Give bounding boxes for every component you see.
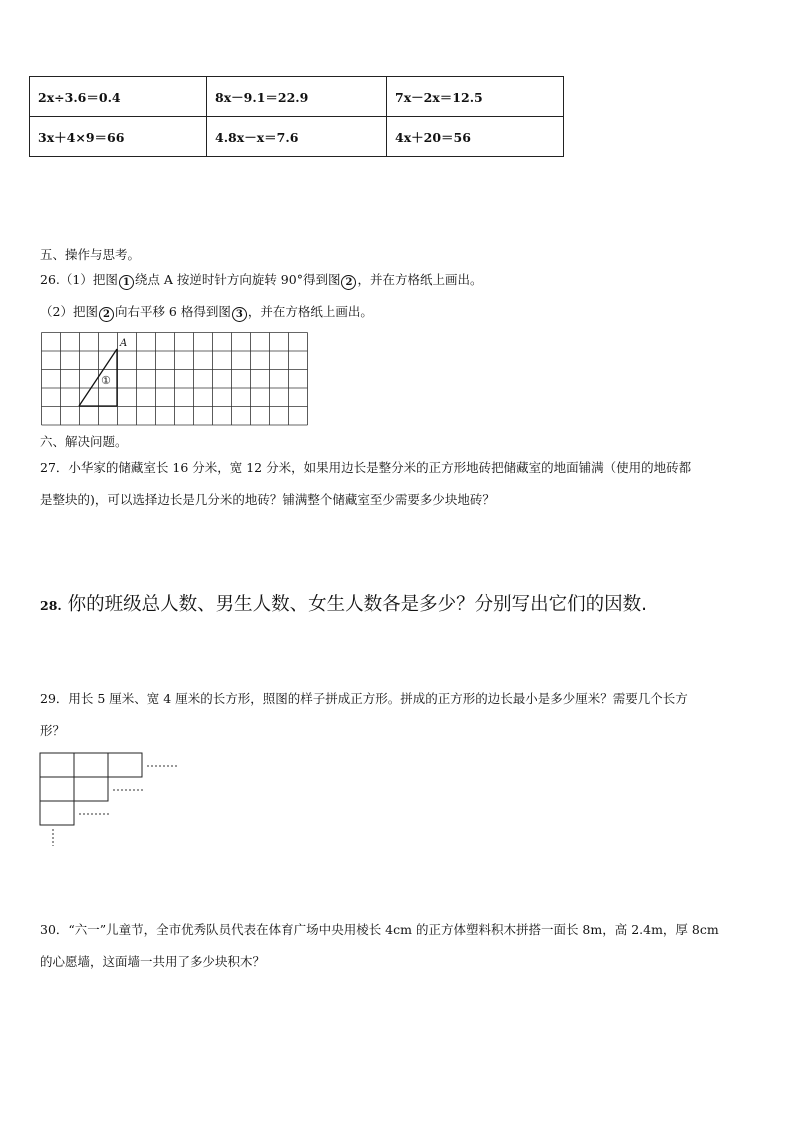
circled-number: 3 — [232, 307, 247, 322]
question-26-part1: 26.（1）把图 1 绕点 A 按逆时针方向旋转 90°得到图 2 ，并在方格纸上画出。 — [40, 272, 483, 288]
grid-paper — [41, 332, 307, 427]
equation-cell: 4.8x－x＝7.6 — [207, 117, 387, 157]
equation-cell: 3x＋4×9＝66 — [30, 117, 207, 157]
equation-table — [29, 76, 564, 157]
question-27-line1: 27．小华家的储藏室长 16 分米，宽 12 分米，如果用边长是整分米的正方形地砖把储藏室的地面铺满（使用的地砖都 — [40, 460, 692, 475]
equation-cell: 7x－2x＝12.5 — [387, 77, 564, 117]
question-29-line1: 29．用长 5 厘米、宽 4 厘米的长方形，照图的样子拼成正方形。拼成的正方形的边长最小是多少厘米？需要几个长方 — [40, 691, 688, 706]
question-27-line2: 是整块的)，可以选择边长是几分米的地砖？铺满整个储藏室至少需要多少块地砖？ — [40, 492, 495, 507]
circled-number: 2 — [99, 307, 114, 322]
question-28: 28. 你的班级总人数、男生人数、女生人数各是多少？分别写出它们的因数. — [40, 594, 648, 615]
equation-cell: 2x÷3.6＝0.4 — [30, 77, 207, 117]
section6-heading: 六、解决问题。 — [40, 434, 128, 449]
question-26-part2: （2）把图 2 向右平移 6 格得到图 3 ，并在方格纸上画出。 — [40, 304, 373, 320]
point-a-label: A — [120, 338, 128, 349]
circled-number: 2 — [341, 275, 356, 290]
question-30-line2: 的心愿墙，这面墙一共用了多少块积木？ — [40, 954, 266, 969]
shape-1-label: ① — [101, 374, 111, 387]
table-row — [30, 117, 564, 157]
question-29-line2: 形？ — [40, 723, 66, 738]
table-row — [30, 77, 564, 117]
equation-cell: 8x－9.1＝22.9 — [207, 77, 387, 117]
question-30-line1: 30．“六一”儿童节，全市优秀队员代表在体育广场中央用棱长 4cm 的正方体塑料积木拼搭一面长 8m，高 2.4m，厚 8cm — [40, 922, 719, 937]
rectangle-stack-figure — [39, 752, 189, 852]
shape-1-diagonal — [79, 349, 117, 406]
circled-number: 1 — [119, 275, 134, 290]
section5-heading: 五、操作与思考。 — [40, 247, 141, 262]
equation-cell: 4x＋20＝56 — [387, 117, 564, 157]
